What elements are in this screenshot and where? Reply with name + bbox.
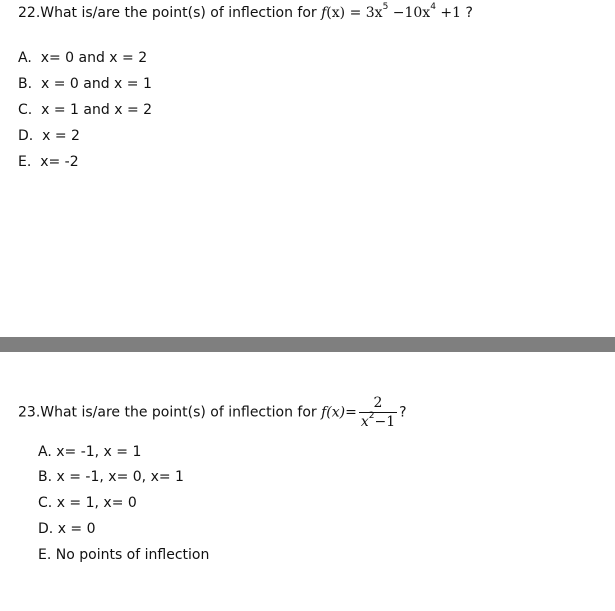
exponent-1: 5 <box>382 2 389 12</box>
option-text: x = -1, x= 0, x= 1 <box>56 469 184 485</box>
q22-option-c[interactable] <box>18 101 152 119</box>
den-rest: −1 <box>374 414 396 430</box>
function-name: f <box>321 404 327 421</box>
question-mark: ? <box>465 5 473 21</box>
fraction-numerator: 2 <box>373 395 383 411</box>
option-text: x = 1 and x = 2 <box>41 102 153 118</box>
q22-option-a[interactable] <box>18 49 147 67</box>
term-3: +1 <box>440 5 462 21</box>
section-divider <box>0 337 615 352</box>
option-text: No points of inflection <box>55 547 210 563</box>
den-base: x <box>360 414 369 430</box>
option-text: x = 1, x= 0 <box>56 495 137 511</box>
equals-sign: = <box>349 5 362 21</box>
question-number: 23. <box>18 404 41 421</box>
q22-option-e[interactable] <box>18 153 79 171</box>
term-1: 3x <box>365 5 383 21</box>
question-23 <box>18 395 407 430</box>
option-letter: D. <box>18 128 34 144</box>
option-letter: E. <box>38 547 52 563</box>
exponent-2: 4 <box>430 2 436 12</box>
option-letter: A. <box>18 50 32 66</box>
option-letter: B. <box>18 76 33 92</box>
option-letter: C. <box>18 102 33 118</box>
question-prompt: What is/are the point(s) of inflection for <box>40 5 317 21</box>
q23-option-c[interactable] <box>38 494 137 512</box>
option-text: x = 0 and x = 1 <box>40 76 152 92</box>
q22-option-d[interactable] <box>18 127 80 145</box>
option-letter: C. <box>38 495 53 511</box>
function-name: f <box>321 5 327 21</box>
q23-option-e[interactable] <box>38 546 209 564</box>
option-letter: E. <box>18 154 32 170</box>
function-arg: (x) <box>326 404 346 421</box>
q22-option-b[interactable] <box>18 75 152 93</box>
den-exponent: 2 <box>368 411 375 421</box>
option-letter: A. <box>38 444 52 460</box>
option-text: x= 0 and x = 2 <box>40 50 148 66</box>
option-letter: D. <box>38 521 54 537</box>
option-letter: B. <box>38 469 53 485</box>
question-number: 22. <box>18 5 41 21</box>
question-22 <box>18 4 473 22</box>
q23-option-a[interactable] <box>38 443 141 461</box>
fraction-bar <box>359 412 397 413</box>
fraction <box>359 395 397 430</box>
option-text: x = 0 <box>57 521 96 537</box>
function-arg: (x) <box>326 5 346 21</box>
term-2: −10x <box>392 5 431 21</box>
question-prompt: What is/are the point(s) of inflection for <box>40 404 317 421</box>
q23-option-b[interactable] <box>38 468 184 486</box>
question-mark: ? <box>399 404 407 421</box>
option-text: x = 2 <box>42 128 80 144</box>
fraction-denominator <box>359 411 397 430</box>
option-text: x= -2 <box>40 154 79 170</box>
q23-option-d[interactable] <box>38 520 96 538</box>
equals-sign: = <box>345 404 357 421</box>
option-text: x= -1, x = 1 <box>56 444 142 460</box>
